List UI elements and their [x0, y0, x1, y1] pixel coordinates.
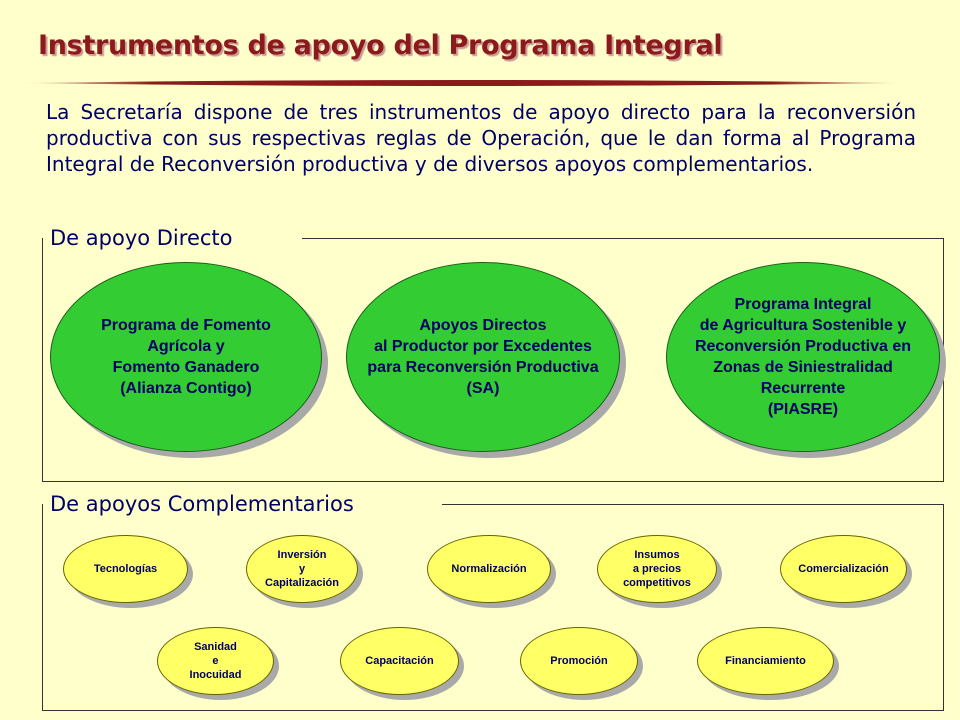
oval-normalizacion: [427, 535, 551, 603]
intro-paragraph: La Secretaría dispone de tres instrumentos de apoyo directo para la reconversión productiva con sus respectivas reglas de Operación, que le dan forma al Programa Integral de Reconversión productiva y de diversos apoyos complementarios.: [46, 100, 916, 176]
oval-inversion: [246, 535, 358, 603]
oval-sa: [346, 262, 620, 452]
oval-tecnologias-label: Tecnologías: [93, 563, 158, 575]
oval-piasre-label: Programa Integral de Agricultura Sostenible y Reconversión Productiva en Zonas de Siniestralidad Recurrente (PIASRE): [694, 296, 912, 418]
title-underline: [20, 78, 905, 88]
oval-financiamiento-label: Financiamiento: [725, 655, 806, 667]
oval-promocion: [520, 627, 638, 695]
direct-frame-top-line: [302, 238, 943, 239]
oval-alianza-label: Programa de Fomento Agrícola y Fomento Ganadero (Alianza Contigo): [101, 317, 271, 397]
oval-capacitacion-label: Capacitación: [365, 655, 434, 667]
oval-financiamiento: [697, 627, 834, 695]
oval-normalizacion-label: Normalización: [451, 563, 527, 575]
page-title: Instrumentos de apoyo del Programa Integral: [38, 30, 723, 61]
oval-insumos-label: Insumos a precios competitivos: [623, 549, 691, 589]
oval-sa-label: Apoyos Directos al Productor por Excedentes para Reconversión Productiva (SA): [367, 317, 599, 397]
oval-piasre: [666, 262, 940, 452]
oval-promocion-label: Promoción: [550, 655, 608, 667]
complementary-frame-top-line: [442, 504, 943, 505]
oval-comercializacion: [780, 535, 907, 603]
oval-alianza-contigo: [50, 262, 322, 452]
oval-sanidad: [157, 627, 274, 695]
oval-tecnologias: [63, 535, 188, 603]
oval-sanidad-label: Sanidad e Inocuidad: [189, 641, 242, 681]
section-label-complementary: De apoyos Complementarios: [50, 492, 354, 516]
oval-comercializacion-label: Comercialización: [798, 563, 889, 575]
section-label-direct: De apoyo Directo: [50, 226, 233, 250]
oval-capacitacion: [340, 627, 459, 695]
oval-insumos: [597, 535, 717, 603]
oval-inversion-label: Inversión y Capitalización: [265, 549, 339, 589]
